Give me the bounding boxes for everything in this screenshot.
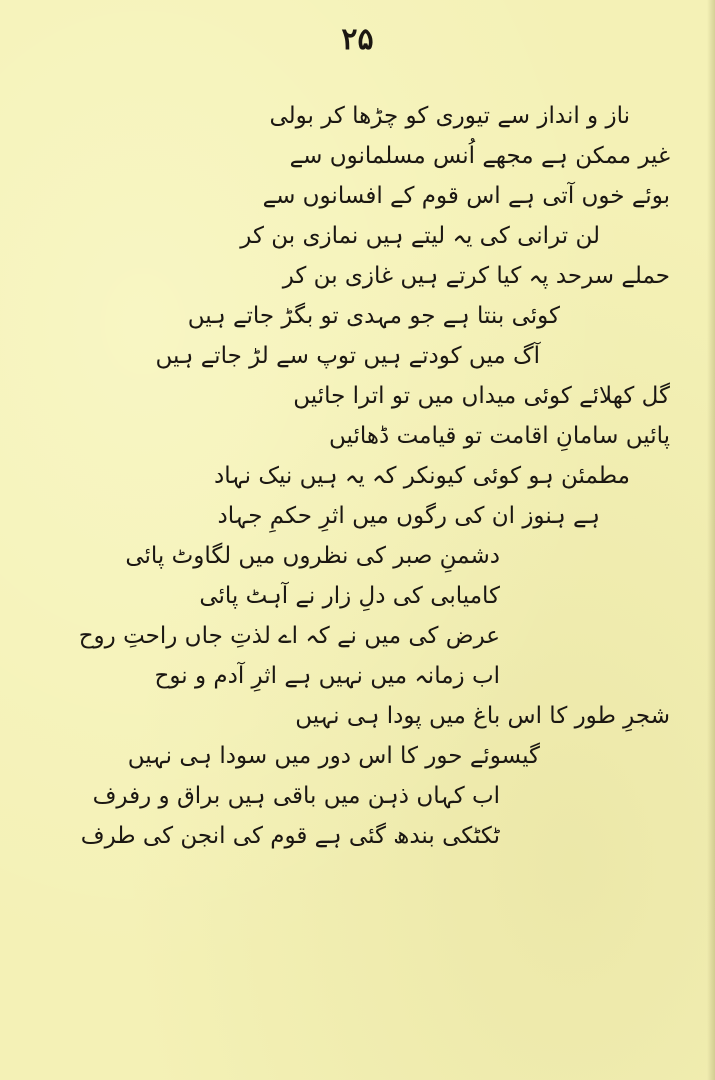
poem-line: حملے سرحد پہ کیا کرتے ہیں غازی بن کر bbox=[282, 263, 670, 289]
poem-line: عرض کی میں نے کہ اے لذتِ جاں راحتِ روح bbox=[78, 623, 500, 649]
poem-line: ٹکٹکی بندھ گئی ہے قوم کی انجن کی طرف bbox=[80, 823, 500, 849]
poem-line: گل کھلائے کوئی میداں میں تو اترا جائیں bbox=[293, 383, 670, 409]
poem-line: کامیابی کی دلِ زار نے آہٹ پائی bbox=[199, 583, 500, 609]
poem-line: غیر ممکن ہے مجھے اُنس مسلمانوں سے bbox=[289, 143, 670, 169]
page-edge-shadow bbox=[707, 0, 715, 1080]
poem-line: اب زمانہ میں نہیں ہے اثرِ آدم و نوح bbox=[154, 663, 500, 689]
poem-line: آگ میں کودتے ہیں توپ سے لڑ جاتے ہیں bbox=[155, 343, 540, 369]
poem-line: بوئے خوں آتی ہے اس قوم کے افسانوں سے bbox=[262, 183, 670, 209]
poem-line: ناز و انداز سے تیوری کو چڑھا کر بولی bbox=[269, 103, 630, 129]
poem-body bbox=[70, 96, 670, 856]
poem-line: لن ترانی کی یہ لیتے ہیں نمازی بن کر bbox=[240, 223, 600, 249]
poem-line: مطمئن ہو کوئی کیونکر کہ یہ ہیں نیک نہاد bbox=[213, 463, 630, 489]
page-number: ۲۵ bbox=[341, 22, 374, 57]
poem-line: دشمنِ صبر کی نظروں میں لگاوٹ پائی bbox=[125, 543, 500, 569]
poem-line: پائیں سامانِ اقامت تو قیامت ڈھائیں bbox=[329, 423, 670, 449]
poem-line: گیسوئے حور کا اس دور میں سودا ہی نہیں bbox=[127, 743, 540, 769]
poem-line: ہے ہنوز ان کی رگوں میں اثرِ حکمِ جہاد bbox=[217, 503, 600, 529]
poem-line: شجرِ طور کا اس باغ میں پودا ہی نہیں bbox=[295, 703, 670, 729]
poem-line: اب کہاں ذہن میں باقی ہیں براق و رفرف bbox=[92, 783, 500, 809]
poem-line: کوئی بنتا ہے جو مہدی تو بگڑ جاتے ہیں bbox=[187, 303, 560, 329]
